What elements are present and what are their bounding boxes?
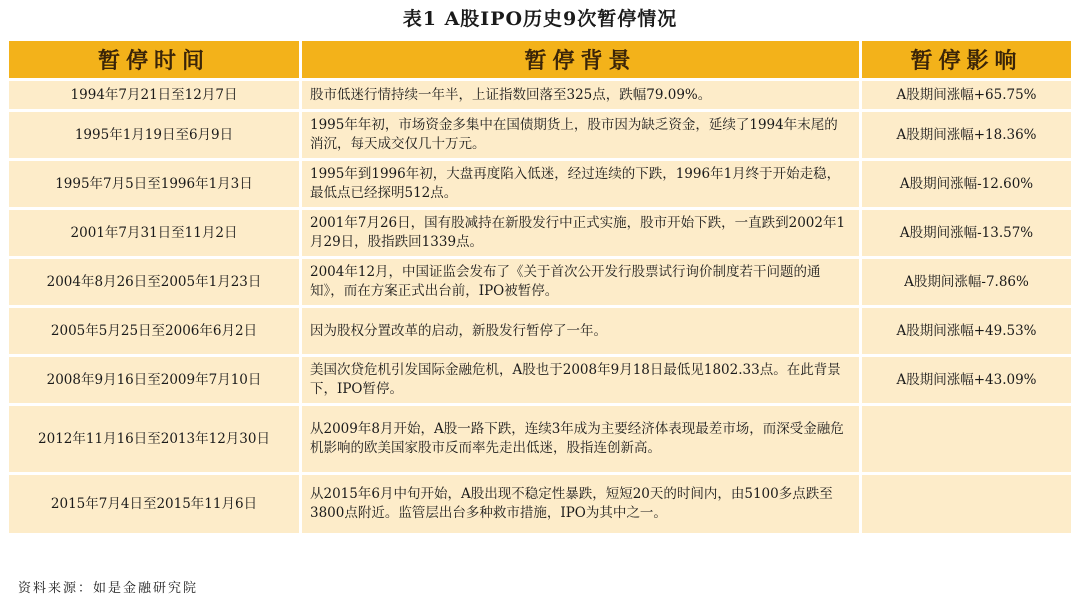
cell-impact: A股期间涨幅+49.53% (862, 308, 1071, 354)
cell-period: 2004年8月26日至2005年1月23日 (9, 259, 302, 305)
table-row (9, 210, 1071, 256)
table-row (9, 161, 1071, 207)
table-title: 表1 A股IPO历史9次暂停情况 (402, 8, 678, 30)
cell-period: 1995年1月19日至6月9日 (9, 112, 302, 158)
cell-impact: A股期间涨幅-7.86% (862, 259, 1071, 305)
header-period: 暂停时间 (9, 41, 302, 78)
header-background: 暂停背景 (302, 41, 862, 78)
table-row (9, 112, 1071, 158)
cell-background: 从2009年8月开始，A股一路下跌，连续3年成为主要经济体表现最差市场，而深受金融危机影响的欧美国家股市反而率先走出低迷，股指连创新高。 (302, 406, 862, 472)
table-header-row (9, 41, 1071, 78)
table-row (9, 308, 1071, 354)
cell-background: 1995年到1996年初，大盘再度陷入低迷，经过连续的下跌，1996年1月终于开始走稳，最低点已经探明512点。 (302, 161, 862, 207)
cell-background: 美国次贷危机引发国际金融危机，A股也于2008年9月18日最低见1802.33点。在此背景下，IPO暂停。 (302, 357, 862, 403)
cell-background: 从2015年6月中旬开始，A股出现不稳定性暴跌，短短20天的时间内，由5100多点跌至3800点附近。监管层出台多种救市措施，IPO为其中之一。 (302, 475, 862, 533)
cell-period: 2015年7月4日至2015年11月6日 (9, 475, 302, 533)
cell-background: 股市低迷行情持续一年半，上证指数回落至325点，跌幅79.09%。 (302, 81, 862, 109)
cell-background: 2004年12月，中国证监会发布了《关于首次公开发行股票试行询价制度若干问题的通知》，而在方案正式出台前，IPO被暂停。 (302, 259, 862, 305)
cell-impact: A股期间涨幅-13.57% (862, 210, 1071, 256)
cell-impact (862, 475, 1071, 533)
cell-background: 2001年7月26日，国有股减持在新股发行中正式实施，股市开始下跌，一直跌到2002年1月29日，股指跌回1339点。 (302, 210, 862, 256)
table-row (9, 81, 1071, 109)
header-impact: 暂停影响 (862, 41, 1071, 78)
cell-impact: A股期间涨幅-12.60% (862, 161, 1071, 207)
table-row (9, 259, 1071, 305)
cell-background: 1995年年初，市场资金多集中在国债期货上，股市因为缺乏资金，延续了1994年末尾的消沉，每天成交仅几十万元。 (302, 112, 862, 158)
ipo-suspension-table (9, 38, 1071, 536)
cell-period: 2005年5月25日至2006年6月2日 (9, 308, 302, 354)
cell-period: 2008年9月16日至2009年7月10日 (9, 357, 302, 403)
cell-period: 1994年7月21日至12月7日 (9, 81, 302, 109)
source-note: 资料来源：如是金融研究院 (18, 581, 199, 596)
cell-period: 1995年7月5日至1996年1月3日 (9, 161, 302, 207)
cell-impact: A股期间涨幅+65.75% (862, 81, 1071, 109)
cell-impact: A股期间涨幅+43.09% (862, 357, 1071, 403)
cell-impact: A股期间涨幅+18.36% (862, 112, 1071, 158)
table-row (9, 475, 1071, 533)
cell-background: 因为股权分置改革的启动，新股发行暂停了一年。 (302, 308, 862, 354)
cell-impact (862, 406, 1071, 472)
table-row (9, 406, 1071, 472)
cell-period: 2001年7月31日至11月2日 (9, 210, 302, 256)
table-row (9, 357, 1071, 403)
cell-period: 2012年11月16日至2013年12月30日 (9, 406, 302, 472)
